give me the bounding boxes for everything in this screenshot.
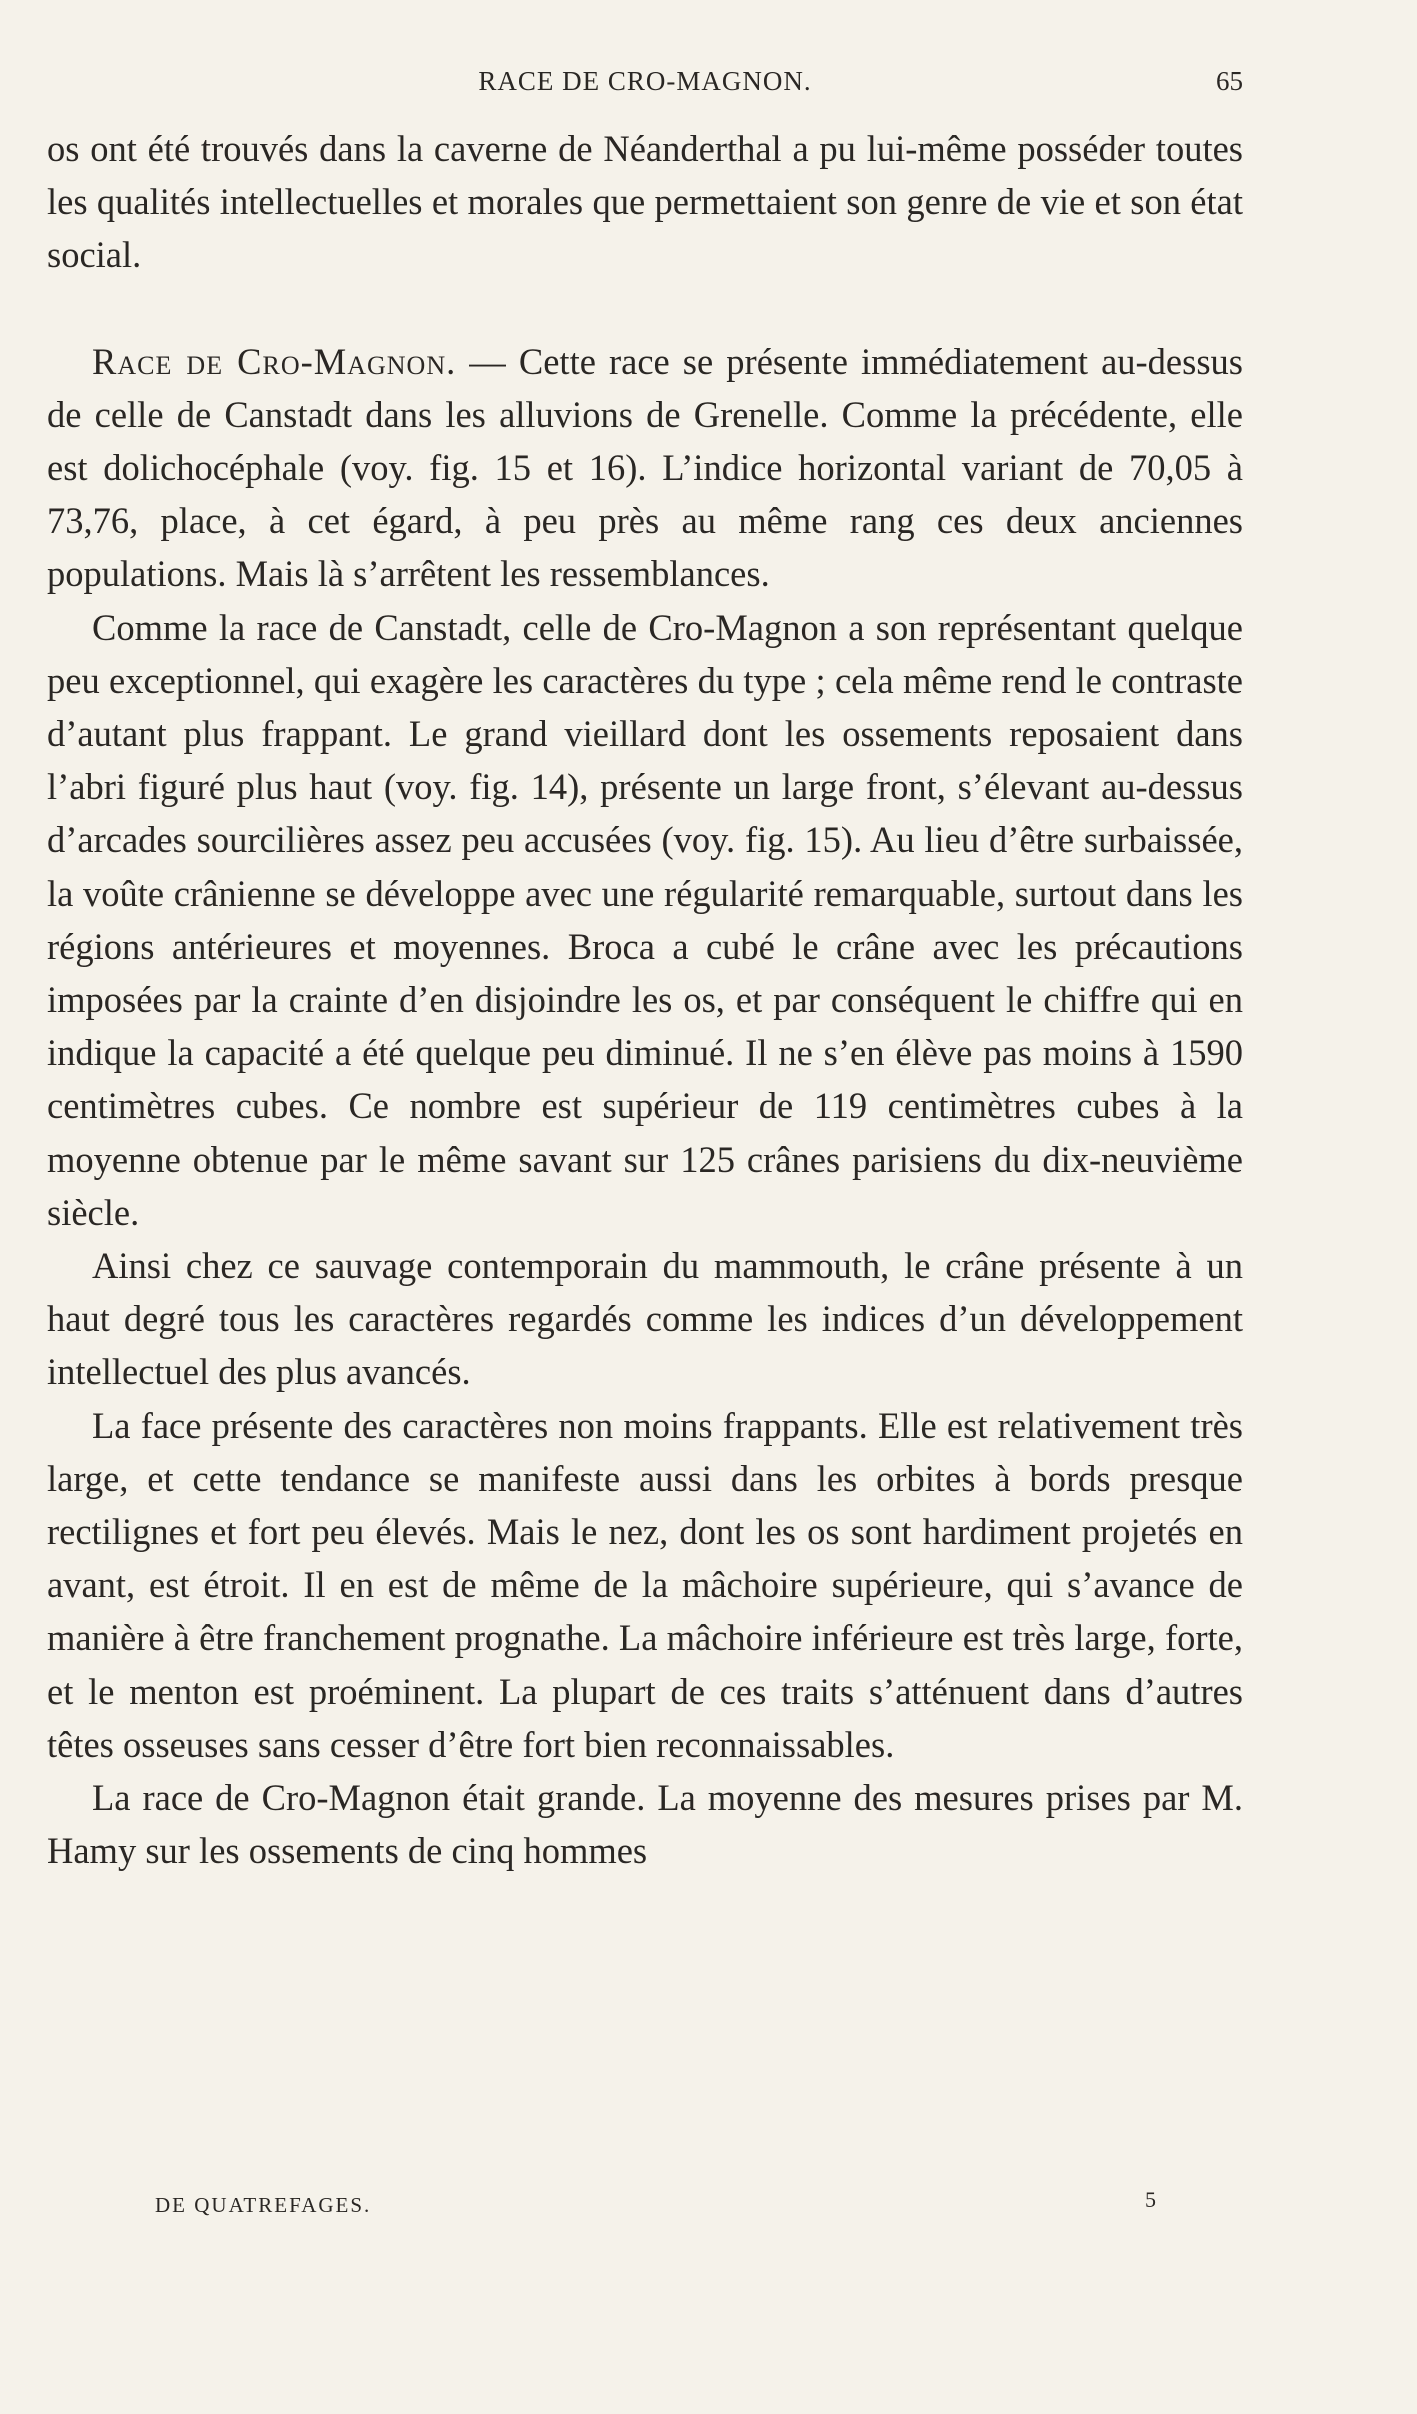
body-text — [47, 122, 1243, 1878]
page-footer — [47, 2187, 1243, 2233]
paragraph: La race de Cro-Magnon était grande. La moyenne des mesures prises par M. Hamy sur les ossements de cinq hommes — [47, 1777, 1243, 1872]
paragraph: Ainsi chez ce sauvage contemporain du mammouth, le crâne présente à un haut degré tous les caractères regardés comme les indices d’un développement intellectuel des plus avancés. — [47, 1245, 1243, 1393]
paragraph-section-start — [47, 335, 1243, 601]
paragraph-continuation: os ont été trouvés dans la caverne de Néanderthal a pu lui-même posséder toutes les qualités intellectuelles et morales que permettaient son genre de vie et son état social. — [47, 128, 1243, 276]
paragraph: Comme la race de Canstadt, celle de Cro-Magnon a son représentant quelque peu exceptionnel, qui exagère les caractères du type ; cela même rend le contraste d’autant plus frappant. Le grand vieillard dont les ossements reposaient dans l’abri figuré plus haut (voy. fig. 14), présente un large front, s’élevant au-dessus d’arcades sourcilières assez peu accusées (voy. fig. 15). Au lieu d’être surbaissée, la voûte crânienne se développe avec une régularité remarquable, surtout dans les régions antérieures et moyennes. Broca a cubé le crâne avec les précautions imposées par la crainte d’en disjoindre les os, et par conséquent le chiffre qui en indique la capacité a été quelque peu diminué. Il ne s’en élève pas moins à 1590 centimètres cubes. Ce nombre est supérieur de 119 centimètres cubes à la moyenne obtenue par le même savant sur 125 crânes parisiens du dix-neuvième siècle. — [47, 606, 1243, 1233]
section-heading: Race de Cro-Magnon. — [92, 340, 457, 382]
paragraph: La face présente des caractères non moins frappants. Elle est relativement très large, et cette tendance se manifeste aussi dans les orbites à bords presque rectilignes et fort peu élevés. Mais le nez, dont les os sont hardiment projetés en avant, est étroit. Il en est de même de la mâchoire supérieure, qui s’avance de manière à être franchement prognathe. La mâchoire inférieure est très large, forte, et le menton est proéminent. La plupart de ces traits s’atténuent dans d’autres têtes osseuses sans cesser d’être fort bien reconnaissables. — [47, 1404, 1243, 1765]
running-title: RACE DE CRO-MAGNON. — [478, 66, 812, 96]
running-header — [47, 66, 1243, 106]
section-body: — Cette race se présente immédiatement au-dessus de celle de Canstadt dans les alluvions de Grenelle. Comme la précédente, elle est dolichocéphale (voy. fig. 15 et 16). L’indice horizontal variant de 70,05 à 73,76, place, à cet égard, à peu près au même rang ces deux anciennes populations. Mais là s’arrêtent les ressemblances. — [47, 340, 1243, 595]
signature-author: DE QUATREFAGES. — [155, 2193, 372, 2217]
signature-mark: 5 — [1145, 2187, 1156, 2212]
page-number: 65 — [1216, 66, 1243, 96]
